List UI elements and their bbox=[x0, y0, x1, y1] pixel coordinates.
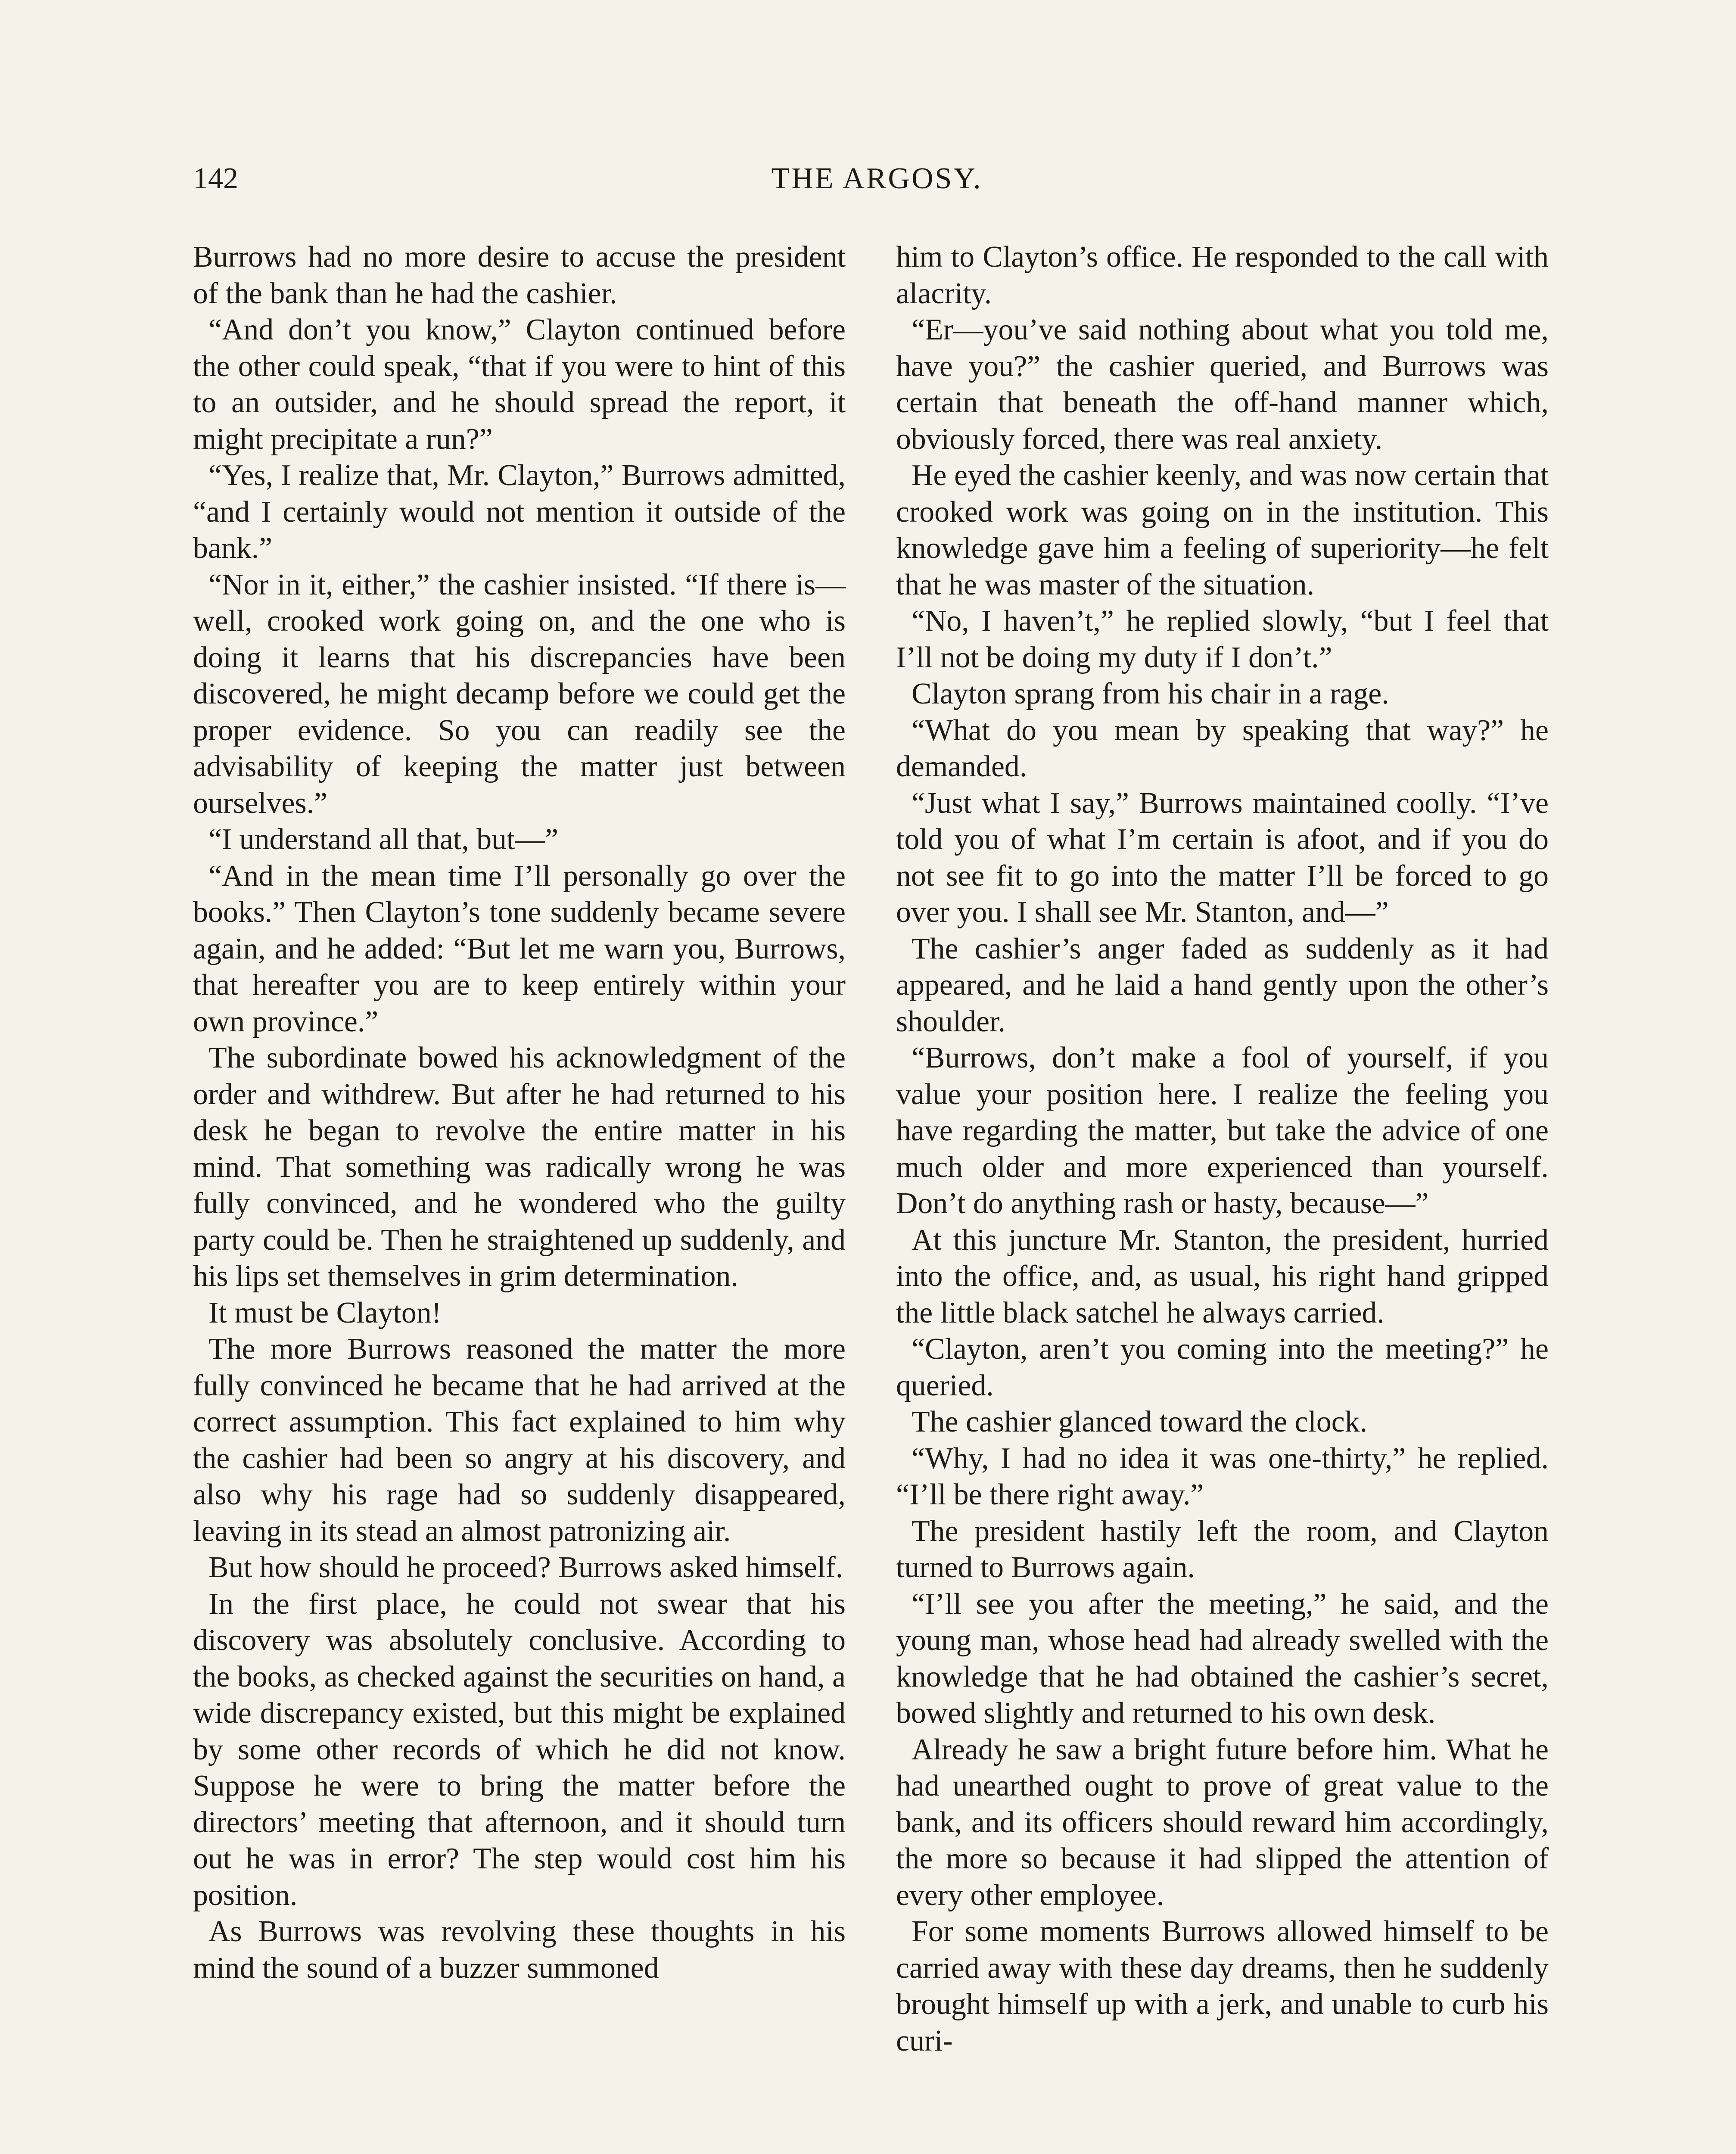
paragraph: “Nor in it, either,” the cashier insisted. “If there is—well, crooked work going on, and the one who is doing it learns that his discrepancies have been discovered, he might decamp before we could get the proper evidence. So you can readily see the advisability of keeping the matter just between ourselves.” bbox=[193, 568, 846, 820]
page-number: 142 bbox=[193, 162, 238, 195]
paragraph: It must be Clayton! bbox=[208, 1296, 442, 1329]
paragraph: In the first place, he could not swear that his discovery was absolutely conclusive. According to the books, as checked against the securities on hand, a wide discrepancy existed, but this might be explained by some other records of which he did not know. Suppose he were to bring the matter before the directors’ meeting that afternoon, and it should turn out he was in error? The step would cost him his position. bbox=[193, 1587, 846, 1912]
paragraph: The cashier’s anger faded as suddenly as it had appeared, and he laid a hand gently upon the other’s shoulder. bbox=[896, 932, 1549, 1038]
paragraph: “Why, I had no idea it was one-thirty,” he replied. “I’ll be there right away.” bbox=[896, 1441, 1549, 1511]
paragraph: The subordinate bowed his acknowledgment of the order and withdrew. But after he had returned to his desk he began to revolve the entire matter in his mind. That something was radically wrong he was fully convinced, and he wondered who the guilty party could be. Then he straightened up suddenly, and his lips set themselves in grim determination. bbox=[193, 1041, 846, 1293]
paragraph: “I’ll see you after the meeting,” he said, and the young man, whose head had already swelled with the knowledge that he had obtained the cashier’s secret, bowed slightly and returned to his own desk. bbox=[896, 1587, 1549, 1730]
paragraph: “What do you mean by speaking that way?” he demanded. bbox=[896, 713, 1549, 783]
paragraph: As Burrows was revolving these thoughts in his mind the sound of a buzzer summoned bbox=[193, 1915, 846, 1985]
paragraph: Already he saw a bright future before him. What he had unearthed ought to prove of great value to the bank, and its officers should reward him accordingly, the more so because it had slipped the attention of every other employee. bbox=[896, 1733, 1549, 1912]
paragraph: “Er—you’ve said nothing about what you told me, have you?” the cashier queried, and Burrows was certain that beneath the off-hand manner which, obviously forced, there was real anxiety. bbox=[896, 313, 1549, 456]
paragraph: him to Clayton’s office. He responded to the call with alacrity. bbox=[896, 240, 1549, 310]
left-column bbox=[193, 239, 846, 1986]
paragraph: But how should he proceed? Burrows asked himself. bbox=[208, 1551, 843, 1584]
paragraph: “I understand all that, but—” bbox=[208, 823, 559, 856]
paragraph: “No, I haven’t,” he replied slowly, “but I feel that I’ll not be doing my duty if I don’t.” bbox=[896, 604, 1549, 674]
paragraph: “Burrows, don’t make a fool of yourself, if you value your position here. I realize the feeling you have regarding the matter, but take the advice of one much older and more experienced than yourself. Don’t do anything rash or hasty, because—” bbox=[896, 1041, 1549, 1220]
paragraph: He eyed the cashier keenly, and was now certain that crooked work was going on in the institution. This knowledge gave him a feeling of superiority—he felt that he was master of the situation. bbox=[896, 459, 1549, 601]
paragraph: Clayton sprang from his chair in a rage. bbox=[912, 677, 1389, 710]
paragraph: “And don’t you know,” Clayton continued before the other could speak, “that if you were to hint of this to an outsider, and he should spread the report, it might precipitate a run?” bbox=[193, 313, 846, 456]
paragraph: At this juncture Mr. Stanton, the president, hurried into the office, and, as usual, his right hand gripped the little black satchel he always carried. bbox=[896, 1223, 1549, 1329]
paragraph: “Clayton, aren’t you coming into the meeting?” he queried. bbox=[896, 1332, 1549, 1402]
paragraph: The cashier glanced toward the clock. bbox=[912, 1405, 1368, 1438]
paragraph: “And in the mean time I’ll personally go over the books.” Then Clayton’s tone suddenly became severe again, and he added: “But let me warn you, Burrows, that hereafter you are to keep entirely within your own province.” bbox=[193, 859, 846, 1038]
paragraph: “Just what I say,” Burrows maintained coolly. “I’ve told you of what I’m certain is afoot, and if you do not see fit to go into the matter I’ll be forced to go over you. I shall see Mr. Stanton, and—” bbox=[896, 786, 1549, 929]
right-column bbox=[896, 239, 1549, 2059]
paragraph: The president hastily left the room, and Clayton turned to Burrows again. bbox=[896, 1514, 1549, 1584]
paragraph: The more Burrows reasoned the matter the more fully convinced he became that he had arrived at the correct assumption. This fact explained to him why the cashier had been so angry at his discovery, and also why his rage had so suddenly disappeared, leaving in its stead an almost patronizing air. bbox=[193, 1332, 846, 1548]
paragraph: For some moments Burrows allowed himself to be carried away with these day dreams, then he suddenly brought himself up with a jerk, and unable to curb his curi- bbox=[896, 1915, 1549, 2058]
page-header bbox=[193, 155, 1561, 202]
paragraph: “Yes, I realize that, Mr. Clayton,” Burrows admitted, “and I certainly would not mention it outside of the bank.” bbox=[193, 459, 846, 565]
running-title: THE ARGOSY. bbox=[771, 162, 983, 195]
paragraph: Burrows had no more desire to accuse the president of the bank than he had the cashier. bbox=[193, 240, 846, 310]
